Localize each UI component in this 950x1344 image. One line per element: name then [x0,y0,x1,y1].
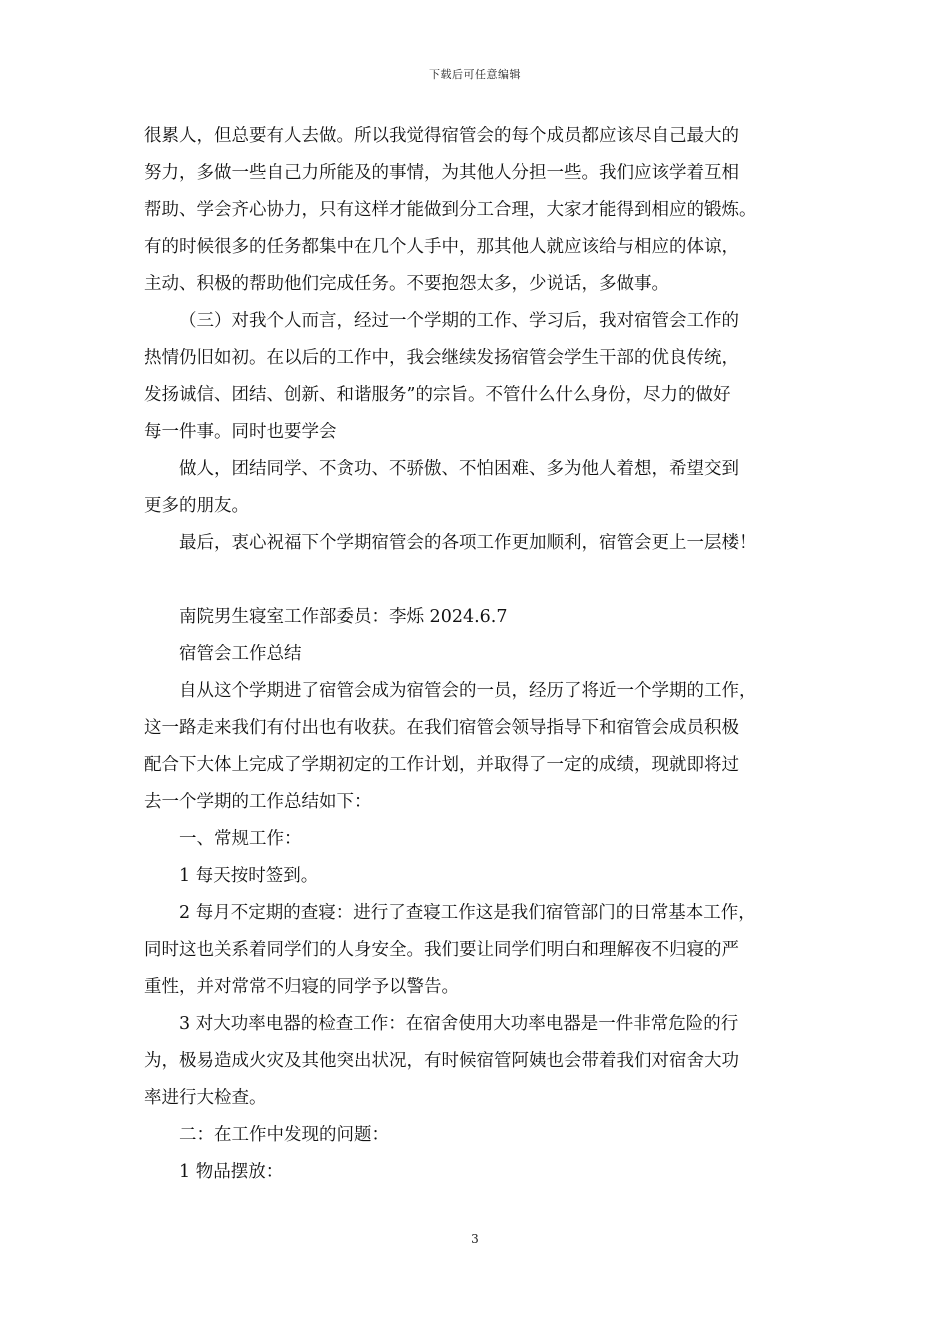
page-header: 下载后可任意编辑 [429,68,521,81]
paragraph-line: 发扬诚信、团结、创新、和谐服务”的宗旨。不管什么什么身份，尽力的做好 [144,385,731,405]
paragraph-line: 率进行大检查。 [144,1088,267,1108]
paragraph-line: 很累人，但总要有人去做。所以我觉得宿管会的每个成员都应该尽自己最大的 [144,126,739,146]
section-heading: 一、常规工作： [179,829,302,849]
paragraph-line: 最后，衷心祝福下个学期宿管会的各项工作更加顺利，宿管会更上一层楼！ [179,533,757,553]
paragraph-line: 更多的朋友。 [144,496,249,516]
paragraph-line: 同时这也关系着同学们的人身安全。我们要让同学们明白和理解夜不归寝的严 [144,940,739,960]
paragraph-line: 去一个学期的工作总结如下： [144,792,372,812]
list-item: 3 对大功率电器的检查工作：在宿舍使用大功率电器是一件非常危险的行 [179,1014,739,1034]
paragraph-line: 主动、积极的帮助他们完成任务。不要抱怨太多，少说话，多做事。 [144,274,669,294]
section-title: 宿管会工作总结 [179,644,302,664]
paragraph-line: 自从这个学期进了宿管会成为宿管会的一员，经历了将近一个学期的工作， [179,681,757,701]
paragraph-line: （三）对我个人而言，经过一个学期的工作、学习后，我对宿管会工作的 [179,311,739,331]
page-number: 3 [471,1232,479,1246]
paragraph-line: 为，极易造成火灾及其他突出状况，有时候宿管阿姨也会带着我们对宿舍大功 [144,1051,739,1071]
paragraph-line: 热情仍旧如初。在以后的工作中，我会继续发扬宿管会学生干部的优良传统， [144,348,739,368]
list-item: 1 每天按时签到。 [179,866,319,886]
list-item: 2 每月不定期的查寝：进行了查寝工作这是我们宿管部门的日常基本工作， [179,903,756,923]
list-item: 1 物品摆放： [179,1162,284,1182]
paragraph-line: 配合下大体上完成了学期初定的工作计划，并取得了一定的成绩，现就即将过 [144,755,739,775]
paragraph-line: 这一路走来我们有付出也有收获。在我们宿管会领导指导下和宿管会成员积极 [144,718,739,738]
paragraph-line: 努力，多做一些自己力所能及的事情，为其他人分担一些。我们应该学着互相 [144,163,739,183]
paragraph-line: 帮助、学会齐心协力，只有这样才能做到分工合理，大家才能得到相应的锻炼。 [144,200,757,220]
paragraph-line: 做人，团结同学、不贪功、不骄傲、不怕困难、多为他人着想，希望交到 [179,459,739,479]
signature-line: 南院男生寝室工作部委员：李烁 2024.6.7 [179,607,508,627]
paragraph-line: 每一件事。同时也要学会 [144,422,337,442]
document-body [144,118,824,1191]
paragraph-line: 重性，并对常常不归寝的同学予以警告。 [144,977,459,997]
blank-line [144,562,824,599]
section-heading: 二：在工作中发现的问题： [179,1125,389,1145]
paragraph-line: 有的时候很多的任务都集中在几个人手中，那其他人就应该给与相应的体谅， [144,237,739,257]
